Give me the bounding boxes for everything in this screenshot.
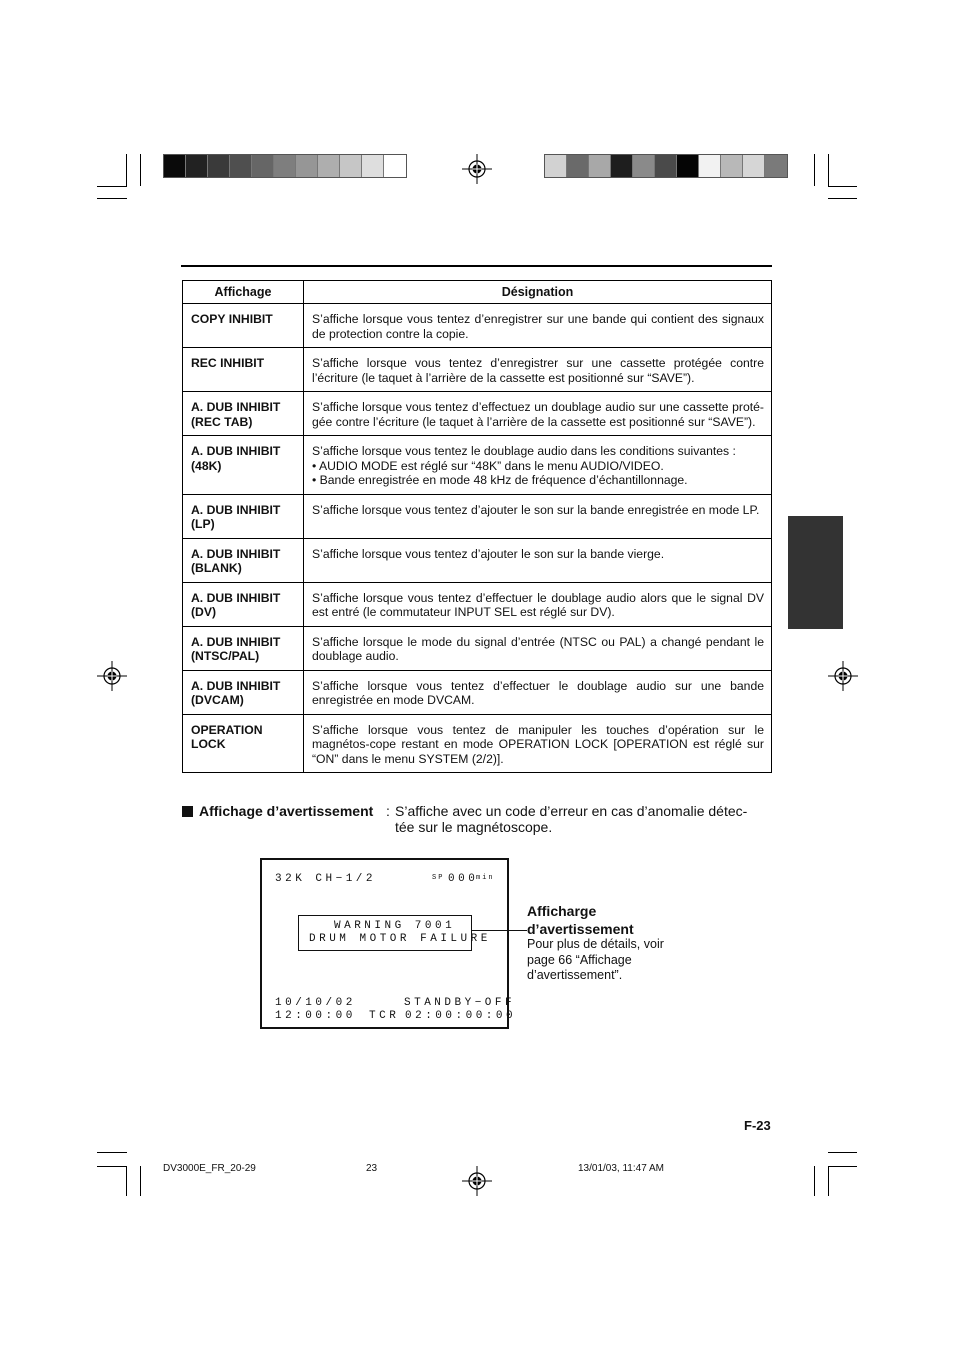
crop-mark [828,154,829,186]
designation-text: S’affiche lorsque vous tentez d’ajouter le son sur la bande vierge. [312,546,665,561]
footer-timestamp: 13/01/03, 11:47 AM [578,1163,664,1174]
display-text: A. DUB INHIBIT [191,546,281,561]
display-text: (DV) [191,605,217,619]
display-cell [183,582,304,626]
display-text: A. DUB INHIBIT [191,678,281,693]
table-row [183,670,772,714]
callout-body-line1: Pour plus de détails, voir [527,937,664,951]
designation-text: S’affiche lorsque vous tentez d’effectuez un doublage audio sur une cassette proté-gée contre l’écriture (le taquet à l’arrière de la cassette est positionné sur “SAVE”). [312,400,764,429]
display-cell [183,670,304,714]
designation-cell [304,626,772,670]
display-text: REC INHIBIT [191,356,265,370]
crop-mark [828,1166,857,1167]
crop-mark [828,1166,829,1196]
registration-mark-icon [828,661,858,691]
crop-mark [97,198,127,199]
color-swatch [362,155,384,177]
crop-mark [828,198,857,199]
color-swatch [765,155,787,177]
designation-text: S’affiche lorsque vous tentez d’enregistrer sur une bande qui contient des signaux de protection contre la copie. [312,312,764,341]
designation-cell [304,304,772,348]
display-text: (DVCAM) [191,693,244,707]
callout-leader-line [471,930,527,931]
screen-date: 10/10/02 [275,997,356,1009]
display-text: A. DUB INHIBIT [191,634,281,649]
color-swatch [208,155,230,177]
designation-cell [304,582,772,626]
crop-mark [140,1166,141,1196]
display-text: (NTSC/PAL) [191,649,260,663]
color-swatch [545,155,567,177]
monitor-screen [260,858,517,1029]
registration-mark-icon [462,1166,492,1196]
crop-mark [97,186,127,187]
callout-body-line2: page 66 “Affichage [527,952,632,967]
table-row [183,348,772,392]
table-header-row [183,281,772,304]
designation-cell [304,436,772,495]
screen-tcr-value: 02:00:00:00 [405,1010,517,1022]
display-text: (BLANK) [191,561,242,575]
header-rule [181,265,772,267]
callout-title [527,902,634,938]
crop-mark [126,1166,127,1196]
crop-mark [140,154,141,186]
display-text: A. DUB INHIBIT [191,502,281,517]
color-swatch [655,155,677,177]
display-cell [183,304,304,348]
screen-counter: 000 [448,873,479,885]
crop-mark [97,1166,127,1167]
registration-mark-icon [97,661,127,691]
table-row [183,538,772,582]
color-swatch [318,155,340,177]
warning-box [298,915,491,951]
screen-sp-label: SP [432,874,445,882]
screen-time: 12:00:00 [275,1010,356,1022]
designation-text: • AUDIO MODE est réglé sur “48K” dans le menu AUDIO/VIDEO. [312,458,664,473]
crop-mark [814,1166,815,1196]
display-cell [183,348,304,392]
designation-cell [304,714,772,773]
crop-mark [828,186,857,187]
color-swatch [677,155,699,177]
warning-messages-table [182,280,772,773]
crop-mark [97,1152,127,1153]
designation-text: • Bande enregistrée en mode 48 kHz de fréquence d’échantillonnage. [312,473,688,487]
chapter-side-tab [788,516,843,629]
designation-cell [304,494,772,538]
color-swatch [567,155,589,177]
color-swatch [164,155,186,177]
table-row [183,436,772,495]
display-text: A. DUB INHIBIT [191,590,281,605]
designation-text: S’affiche lorsque vous tentez d’effectuer le doublage audio alors que le signal DV est entré (le commutateur INPUT SEL est réglé sur DV). [312,590,764,619]
color-swatch [743,155,765,177]
footer-filename: DV3000E_FR_20-29 [163,1163,256,1174]
section-label: Affichage d’avertissement [199,803,374,819]
page-number: F-23 [744,1118,771,1133]
column-header-display: Affichage [183,281,304,304]
table-row [183,392,772,436]
color-swatch [230,155,252,177]
crop-mark [814,154,815,186]
designation-cell [304,348,772,392]
grayscale-bar-right [544,154,788,178]
separator: : [386,803,390,819]
color-swatch [186,155,208,177]
display-cell [183,538,304,582]
designation-text: S’affiche lorsque vous tentez de manipuler les touches d’opération sur le magnétos-cope restant en mode OPERATION LOCK [OPERATION est réglé sur “ON” dans le menu SYSTEM (2/2)]. [312,722,764,766]
display-text: OPERATION [191,722,263,737]
callout-body-line3: d’avertissement”. [527,968,623,982]
crop-mark [828,1152,857,1153]
screen-warning-code: WARNING 7001 [334,920,456,932]
table-row [183,714,772,773]
designation-cell [304,392,772,436]
designation-text: S’affiche lorsque vous tentez d’enregistrer sur une cassette protégée contre l’écriture (le taquet à l’arrière de la cassette est positionné sur “SAVE”). [312,356,764,385]
color-swatch [252,155,274,177]
table-row [183,582,772,626]
display-cell [183,494,304,538]
designation-cell [304,670,772,714]
registration-mark-icon [462,154,492,184]
section-text-line2: tée sur le magnétoscope. [395,819,553,835]
display-text: A. DUB INHIBIT [191,400,281,414]
designation-text: S’affiche lorsque vous tentez d’effectuer le doublage audio sur une bande enregistrée en mode DVCAM. [312,678,764,707]
square-bullet-icon [182,806,193,817]
screen-audio-channel: 32K CH−1/2 [275,873,377,885]
callout-title-line1: Afficharge [527,903,597,919]
section-text-line1: S’affiche avec un code d’erreur en cas d’anomalie détec- [395,803,748,819]
display-text: COPY INHIBIT [191,312,273,326]
footer-page: 23 [366,1163,378,1174]
table-row [183,494,772,538]
display-cell [183,714,304,773]
color-swatch [340,155,362,177]
color-swatch [384,155,406,177]
callout-title-line2: d’avertissement [527,921,634,937]
display-text: LOCK [191,737,226,751]
designation-cell [304,538,772,582]
color-swatch [633,155,655,177]
screen-warning-message: DRUM MOTOR FAILURE [309,933,491,945]
color-swatch [274,155,296,177]
grayscale-bar-left [163,154,407,178]
display-text: (48K) [191,458,222,473]
color-swatch [589,155,611,177]
display-text: (LP) [191,517,215,531]
column-header-designation: Désignation [304,281,772,304]
color-swatch [296,155,318,177]
display-cell [183,436,304,495]
color-swatch [611,155,633,177]
color-swatch [699,155,721,177]
display-cell [183,626,304,670]
designation-text: S’affiche lorsque le mode du signal d’entrée (NTSC ou PAL) a changé pendant le doublage audio. [312,634,764,663]
screen-status: STANDBY−OFF [404,997,516,1009]
callout-body [527,937,687,984]
display-cell [183,392,304,436]
table-row [183,304,772,348]
screen-counter-unit: min [476,874,495,882]
designation-text: S’affiche lorsque vous tentez le doublage audio dans les conditions suivantes : [312,444,736,458]
color-swatch [721,155,743,177]
designation-text: S’affiche lorsque vous tentez d’ajouter le son sur la bande enregistrée en mode LP. [312,502,760,517]
screen-tcr-label: TCR [369,1010,400,1022]
display-text: A. DUB INHIBIT [191,444,281,458]
table-row [183,626,772,670]
crop-mark [126,154,127,186]
display-text: (REC TAB) [191,414,253,429]
